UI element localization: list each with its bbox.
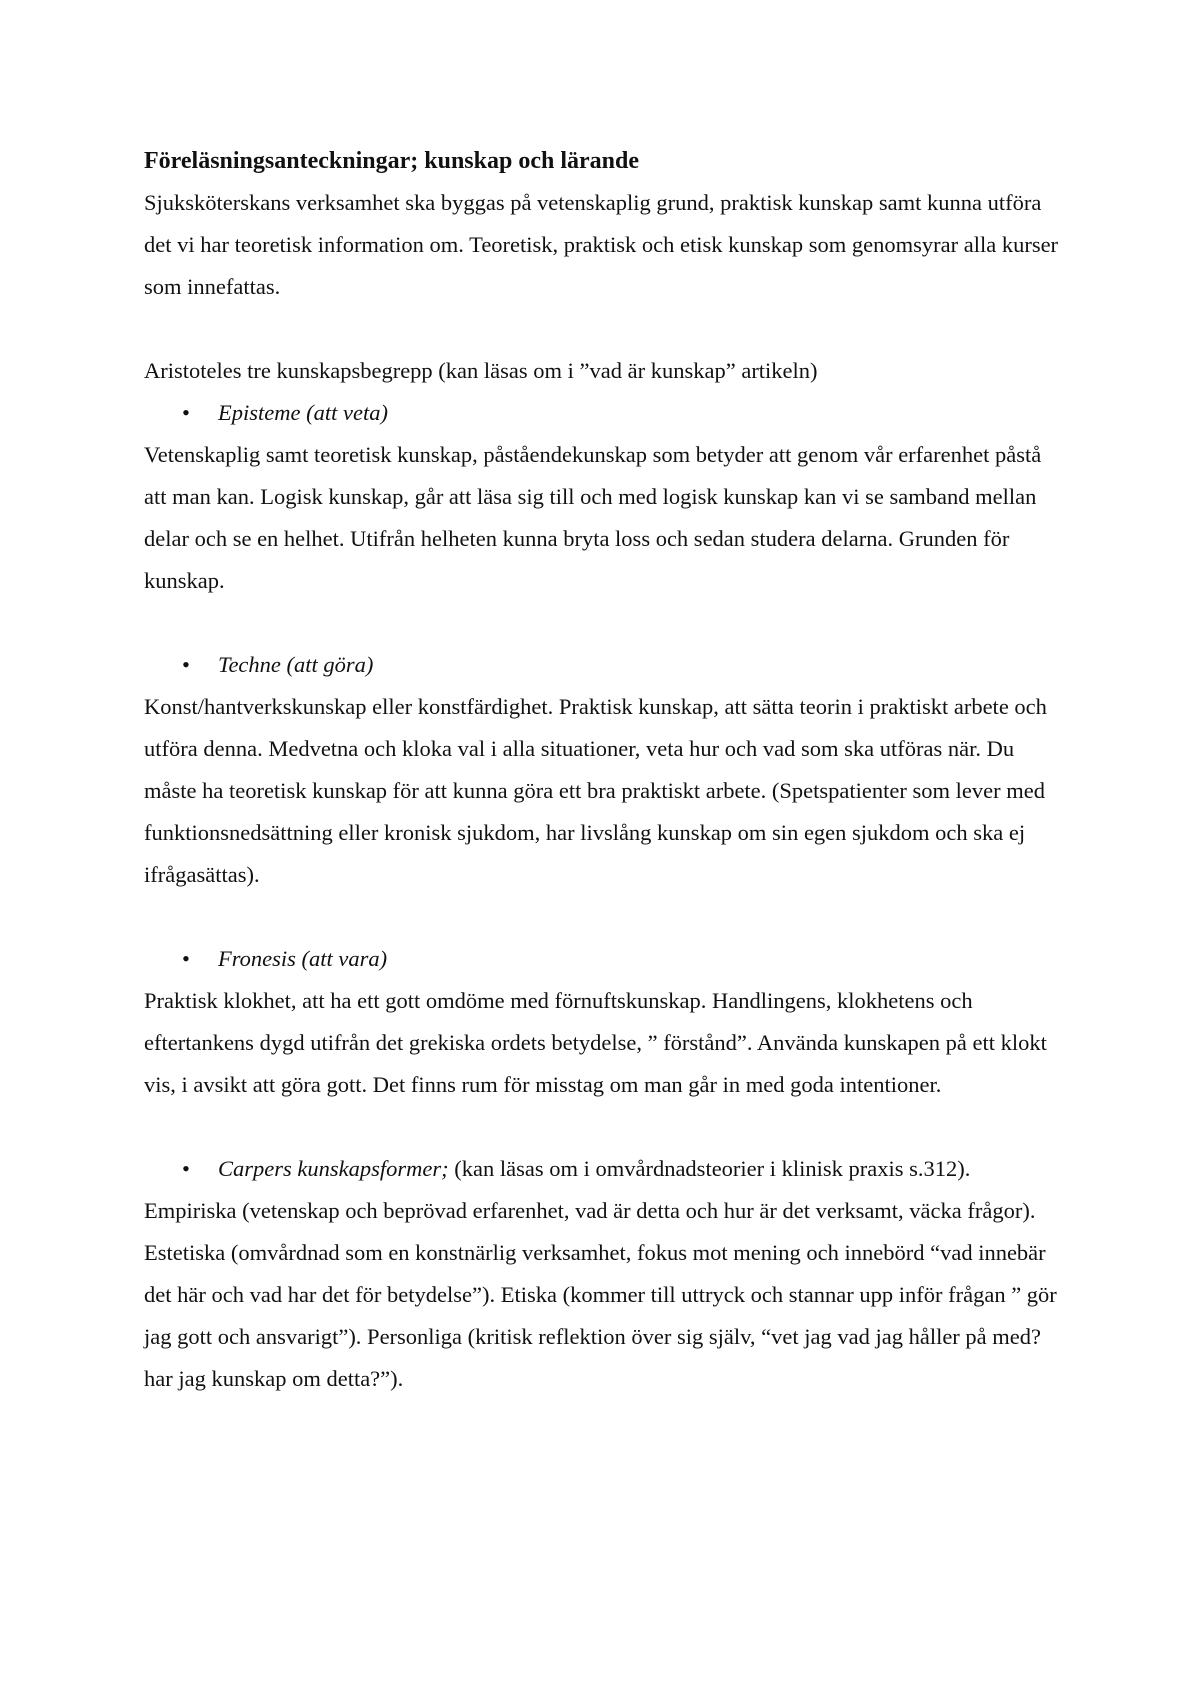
bullet-label: Episteme (att veta) (218, 400, 388, 425)
section-body-episteme: Vetenskaplig samt teoretisk kunskap, påståendekunskap som betyder att genom vår erfarenhet påstå att man kan. Logisk kunskap, går att läsa sig till och med logisk kunskap kan vi se samband mellan delar och se en helhet. Utifrån helheten kunna bryta loss och sedan studera delarna. Grunden för kunskap. (144, 442, 1042, 593)
paragraph-spacer (144, 1106, 1064, 1148)
bullet-icon: • (182, 652, 190, 677)
document-title: Föreläsningsanteckningar; kunskap och lärande (144, 148, 639, 174)
bullet-label: Carpers kunskapsformer; (218, 1156, 449, 1181)
paragraph-spacer (144, 602, 1064, 644)
aristoteles-heading: Aristoteles tre kunskapsbegrepp (kan läsas om i ”vad är kunskap” artikeln) (144, 358, 818, 383)
bullet-item-carper (144, 1148, 1064, 1190)
bullet-label: Fronesis (att vara) (218, 946, 388, 971)
bullet-icon: • (182, 1156, 190, 1181)
bullet-label-suffix: (kan läsas om i omvårdnadsteorier i klinisk praxis s.312). (448, 1156, 971, 1181)
paragraph-spacer (144, 896, 1064, 938)
bullet-item-fronesis (144, 938, 1064, 980)
intro-paragraph: Sjuksköterskans verksamhet ska byggas på vetenskaplig grund, praktisk kunskap samt kunna utföra det vi har teoretisk information om. Teoretisk, praktisk och etisk kunskap som genomsyrar alla kurser som innefattas. (144, 190, 1059, 299)
bullet-item-techne (144, 644, 1064, 686)
section-body-fronesis: Praktisk klokhet, att ha ett gott omdöme med förnuftskunskap. Handlingens, klokhetens och eftertankens dygd utifrån det grekiska ordets betydelse, ” förstånd”. Använda kunskapen på ett klokt vis, i avsikt att göra gott. Det finns rum för misstag om man går in med goda intentioner. (144, 988, 1047, 1097)
bullet-item-episteme (144, 392, 1064, 434)
section-body-carper: Empiriska (vetenskap och beprövad erfarenhet, vad är detta och hur är det verksamt, väcka frågor). Estetiska (omvårdnad som en konstnärlig verksamhet, fokus mot mening och innebörd “vad innebär det här och vad har det för betydelse”). Etiska (kommer till uttryck och stannar upp inför frågan ” gör jag gott och ansvarigt”). Personliga (kritisk reflektion över sig själv, “vet jag vad jag håller på med? har jag kunskap om detta?”). (144, 1198, 1057, 1391)
document-content (144, 140, 1064, 1400)
bullet-label: Techne (att göra) (218, 652, 374, 677)
section-body-techne: Konst/hantverkskunskap eller konstfärdighet. Praktisk kunskap, att sätta teorin i praktiskt arbete och utföra denna. Medvetna och kloka val i alla situationer, veta hur och vad som ska utföras när. Du måste ha teoretisk kunskap för att kunna göra ett bra praktiskt arbete. (Spetspatienter som lever med funktionsnedsättning eller kronisk sjukdom, har livslång kunskap om sin egen sjukdom och ska ej ifrågasättas). (144, 694, 1047, 887)
paragraph-spacer (144, 308, 1064, 350)
bullet-icon: • (182, 400, 190, 425)
bullet-icon: • (182, 946, 190, 971)
